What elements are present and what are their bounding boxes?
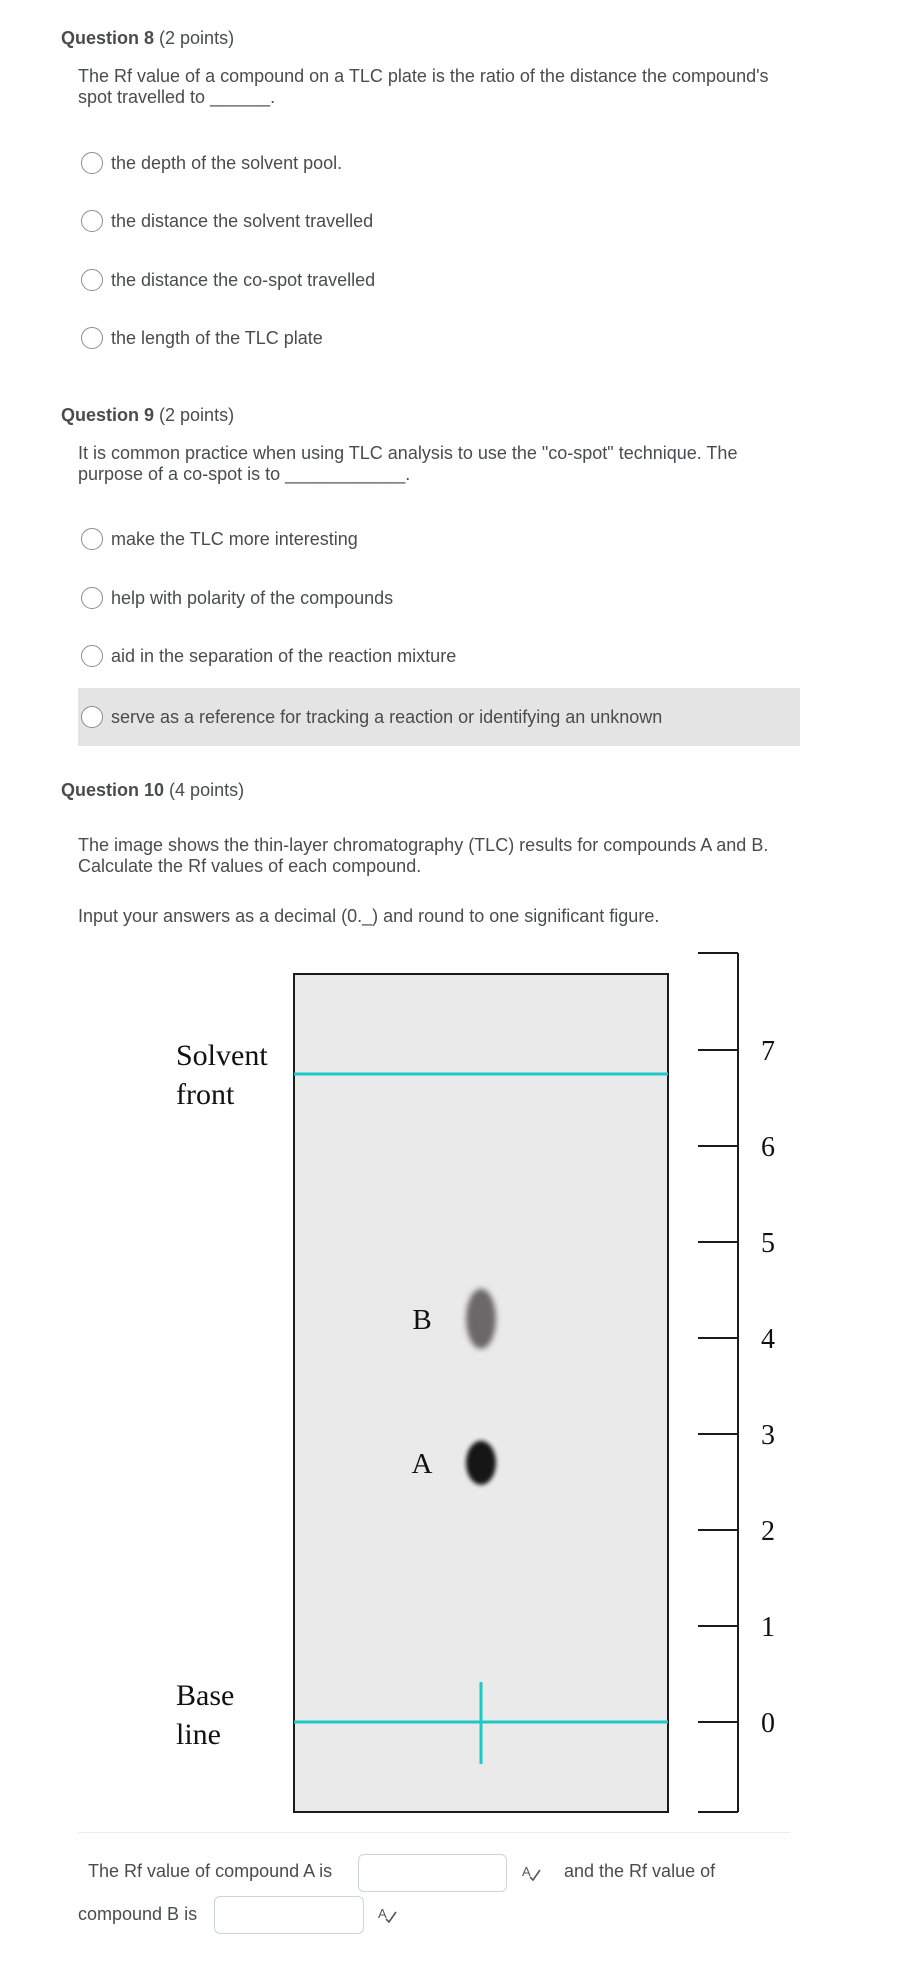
ruler-tick-label: 4 (761, 1324, 775, 1355)
ruler-tick-label: 2 (761, 1516, 775, 1547)
answer-text-part1: The Rf value of compound A is (88, 1861, 333, 1881)
question-9-header (61, 405, 234, 426)
ruler-ticks (698, 1036, 775, 1739)
answer-text-part3: compound B is (78, 1904, 198, 1924)
spot-b (466, 1289, 496, 1349)
q9-option-2[interactable] (78, 578, 800, 618)
question-8-header (61, 28, 234, 49)
question-9-title: Question 9 (61, 405, 155, 425)
spellcheck-icon[interactable] (522, 1864, 542, 1882)
question-10-points: (4 points) (169, 780, 245, 800)
question-8-title: Question 8 (61, 28, 155, 48)
question-10-title: Question 10 (61, 780, 165, 800)
option-label: help with polarity of the compounds (111, 587, 394, 608)
radio-button[interactable] (81, 210, 103, 232)
option-label: the length of the TLC plate (111, 327, 323, 348)
ruler-tick-label: 3 (761, 1420, 775, 1451)
spot-a (466, 1441, 496, 1485)
option-label: make the TLC more interesting (111, 528, 358, 549)
radio-button[interactable] (81, 152, 103, 174)
radio-button[interactable] (81, 327, 103, 349)
q8-option-3[interactable] (78, 260, 800, 300)
q8-option-2[interactable] (78, 201, 800, 241)
radio-button[interactable] (81, 528, 103, 550)
option-label: the distance the solvent travelled (111, 210, 374, 231)
base-line-label-line2: line (176, 1718, 221, 1751)
question-10-header (61, 780, 244, 801)
answer-a-input[interactable] (358, 1854, 507, 1892)
radio-button[interactable] (81, 587, 103, 609)
svg-text:A: A (522, 1864, 531, 1879)
ruler-tick-label: 6 (761, 1132, 775, 1163)
ruler-tick-label: 1 (761, 1612, 775, 1643)
svg-text:A: A (378, 1906, 387, 1921)
solvent-front-label-line2: front (176, 1078, 235, 1111)
question-10-prompt: The image shows the thin-layer chromatography (TLC) results for compounds A and B. Calculate the Rf values of each compound. (78, 835, 769, 876)
option-label: aid in the separation of the reaction mixture (111, 645, 457, 666)
spellcheck-icon[interactable] (378, 1906, 398, 1924)
question-8-prompt: The Rf value of a compound on a TLC plate is the ratio of the distance the compound's spot travelled to ______. (78, 66, 769, 107)
ruler-tick-label: 7 (761, 1036, 775, 1067)
q9-option-4[interactable] (78, 688, 800, 746)
spot-b-label: B (412, 1303, 432, 1336)
ruler-tick-label: 0 (761, 1708, 775, 1739)
base-line-label-line1: Base (176, 1679, 235, 1712)
spot-a-label: A (411, 1447, 433, 1480)
option-label: the depth of the solvent pool. (111, 152, 343, 173)
q8-option-1[interactable] (78, 143, 800, 183)
ruler-tick-label: 5 (761, 1228, 775, 1259)
option-label: serve as a reference for tracking a reaction or identifying an unknown (111, 706, 663, 727)
radio-button[interactable] (81, 706, 103, 728)
option-label: the distance the co-spot travelled (111, 269, 376, 290)
question-10-instruction: Input your answers as a decimal (0._) and round to one significant figure. (78, 906, 660, 926)
radio-button[interactable] (81, 645, 103, 667)
answer-text-part2: and the Rf value of (564, 1861, 716, 1881)
divider (78, 1832, 790, 1833)
question-9-prompt: It is common practice when using TLC analysis to use the "co-spot" technique. The purpose of a co-spot is to ____________. (78, 443, 738, 484)
radio-button[interactable] (81, 269, 103, 291)
q8-option-4[interactable] (78, 318, 800, 358)
ruler (698, 953, 738, 1812)
q9-option-3[interactable] (78, 636, 800, 676)
question-9-points: (2 points) (159, 405, 235, 425)
answer-b-input[interactable] (214, 1896, 364, 1934)
solvent-front-label-line1: Solvent (176, 1039, 268, 1072)
question-8-points: (2 points) (159, 28, 235, 48)
tlc-figure (0, 950, 916, 1820)
q9-option-1[interactable] (78, 519, 800, 559)
